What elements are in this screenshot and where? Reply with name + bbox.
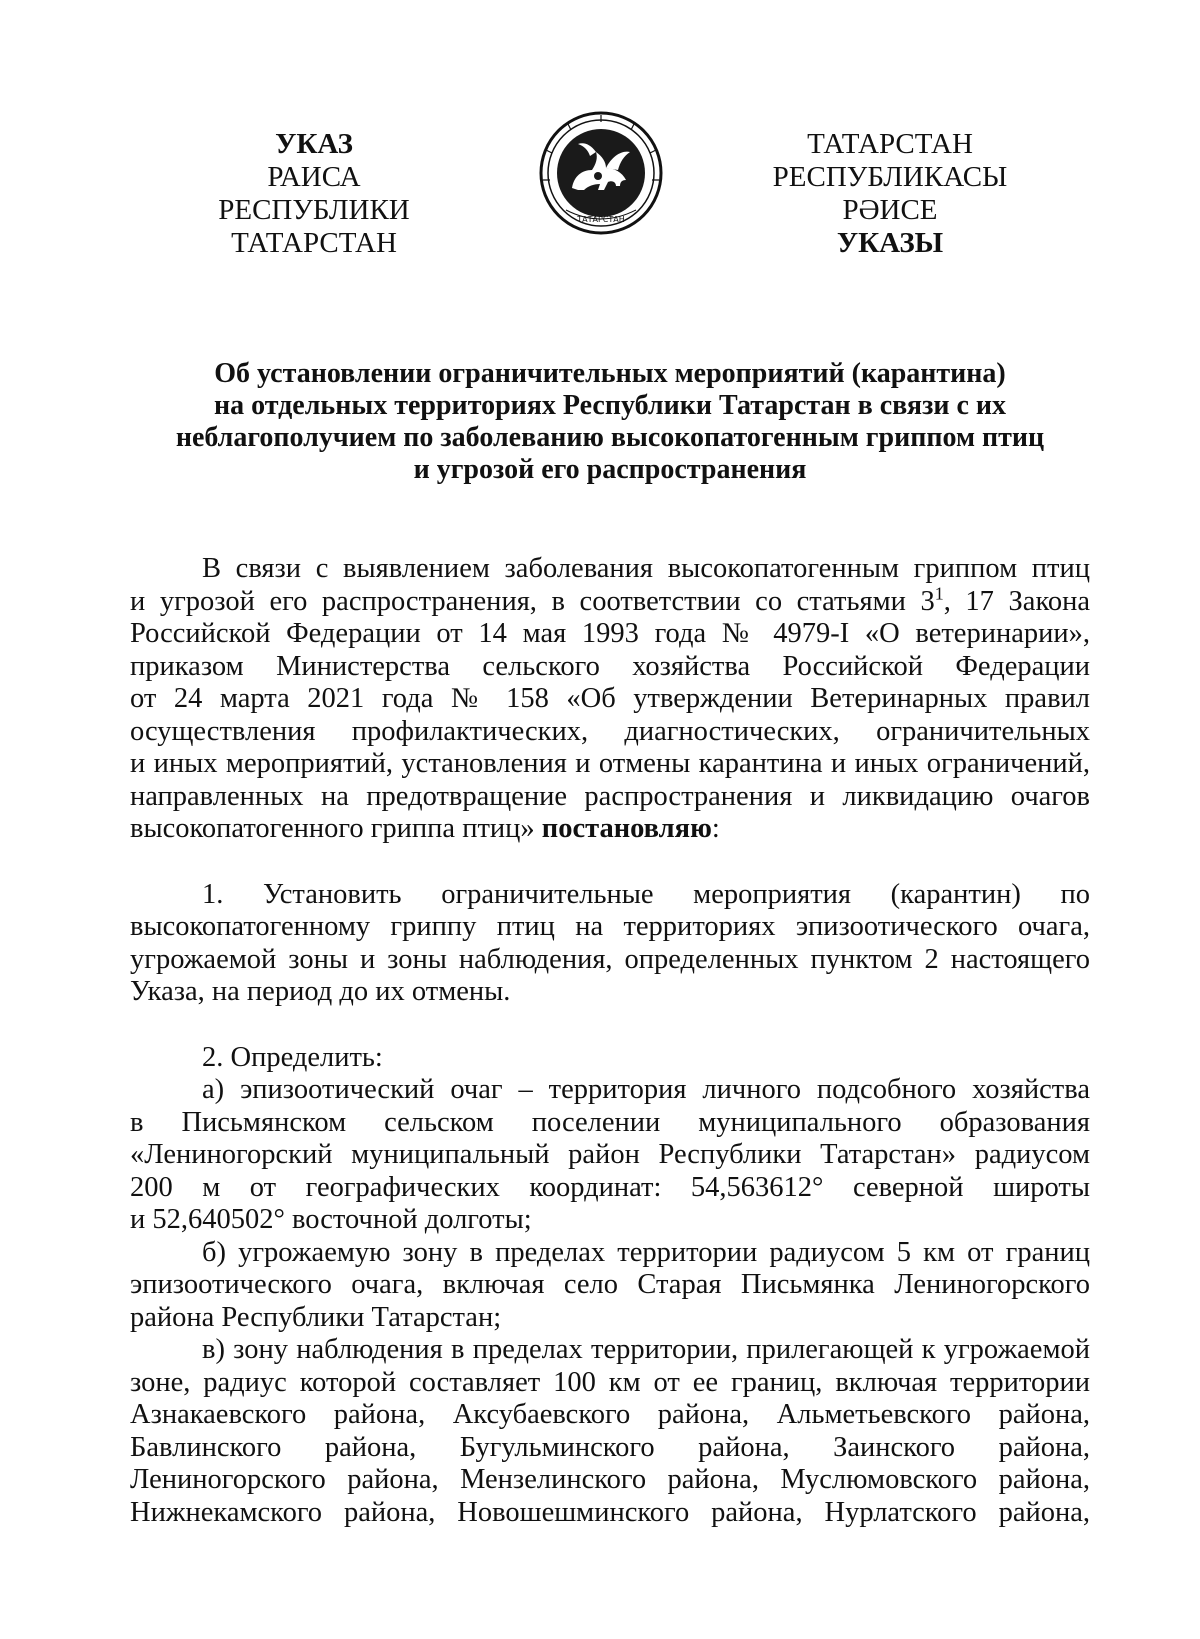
decree-word: постановляю: [541, 813, 712, 844]
paragraph-gap: [130, 1009, 1090, 1042]
body-line: Лениногорского района, Мензелинского района, Муслюмовского района,: [130, 1464, 1090, 1495]
header-right-line-2: РӘИСЕ: [842, 194, 938, 226]
body-line: в) зону наблюдения в пределах территории, прилегающей к угрожаемой: [202, 1334, 1090, 1365]
preamble-paragraph: [130, 553, 1090, 846]
body-line: 1. Установить ограничительные мероприятия (карантин) по: [202, 878, 1090, 910]
body-line: В связи с выявлением заболевания высокопатогенным гриппом птиц: [202, 553, 1090, 584]
body-line: а) эпизоотический очаг – территория личного подсобного хозяйства: [202, 1074, 1090, 1105]
item-2-paragraph: [130, 1042, 1090, 1530]
body-line: высокопатогенному гриппу птиц на территориях эпизоотического очага,: [130, 911, 1090, 942]
body-line: осуществления профилактических, диагностических, ограничительных: [130, 715, 1090, 747]
title-line: и угрозой его распространения: [413, 454, 807, 485]
body-line: 200 м от географических координат: 54,563612° северной широты: [130, 1171, 1090, 1203]
body-line: и 52,640502° восточной долготы;: [130, 1204, 532, 1235]
header-right-line-3: УКАЗЫ: [836, 227, 944, 259]
body-text: :: [711, 813, 720, 844]
body-line: в Письмянском сельском поселении муниципального образования: [130, 1106, 1090, 1138]
document-header: [0, 128, 1200, 259]
body-line: района Республики Татарстан;: [130, 1301, 502, 1333]
body-line: Бавлинского района, Бугульминского района, Заинского района,: [130, 1431, 1090, 1463]
body-line: направленных на предотвращение распространения и ликвидацию очагов: [130, 780, 1090, 812]
body-text: и угрозой его распространения, в соответствии со статьями 3: [130, 585, 935, 617]
body-line: Нижнекамского района, Новошешминского района, Нурлатского района,: [130, 1496, 1090, 1528]
body-line: б) угрожаемую зону в пределах территории радиусом 5 км от границ: [202, 1236, 1090, 1268]
body-line: Азнакаевского района, Аксубаевского района, Альметьевского района,: [130, 1399, 1090, 1430]
body-line: «Лениногорский муниципальный район Республики Татарстан» радиусом: [130, 1139, 1090, 1170]
header-left-line-3: РЕСПУБЛИКИ ТАТАРСТАН: [218, 194, 410, 259]
body-line: Российской Федерации от 14 мая 1993 года № 4979-I «О ветеринарии»,: [130, 618, 1090, 649]
body-text: , 17 Закона: [943, 585, 1090, 617]
body-line: [130, 583, 1090, 619]
body-text: высокопатогенного гриппа птиц»: [130, 813, 535, 844]
coat-of-arms-icon: [538, 110, 664, 236]
body-line: зоне, радиус которой составляет 100 км от ее границ, включая территории: [130, 1366, 1090, 1398]
header-right-line-1: ТАТАРСТАН РЕСПУБЛИКАСЫ: [772, 128, 1008, 193]
header-left-line-1: УКАЗ: [275, 128, 353, 160]
body-line: от 24 марта 2021 года № 158 «Об утверждении Ветеринарных правил: [130, 683, 1090, 714]
emblem-text: ТАТАРСТАН: [577, 215, 625, 224]
header-right-tatar: [690, 128, 1090, 260]
item-1-paragraph: [130, 879, 1090, 1009]
document-body: [130, 553, 1090, 1529]
header-left-russian: [134, 128, 494, 260]
body-line: угрожаемой зоны и зоны наблюдения, определенных пунктом 2 настоящего: [130, 943, 1090, 975]
header-left-line-2: РАИСА: [267, 161, 361, 193]
body-line: эпизоотического очага, включая село Старая Письмянка Лениногорского: [130, 1269, 1090, 1300]
superscript: 1: [934, 583, 944, 603]
body-line: [130, 813, 1090, 846]
title-line: на отдельных территориях Республики Татарстан в связи с их: [213, 390, 1007, 421]
body-line: и иных мероприятий, установления и отмены карантина и иных ограничений,: [130, 748, 1090, 779]
item-2-heading: 2. Определить:: [202, 1041, 383, 1073]
document-title: [130, 358, 1090, 486]
body-line: приказом Министерства сельского хозяйства Российской Федерации: [130, 650, 1090, 682]
body-line: Указа, на период до их отмены.: [130, 976, 511, 1007]
title-line: Об установлении ограничительных мероприятий (карантина): [214, 358, 1006, 389]
paragraph-gap: [130, 846, 1090, 879]
title-line: неблагополучием по заболеванию высокопатогенным гриппом птиц: [175, 422, 1045, 453]
